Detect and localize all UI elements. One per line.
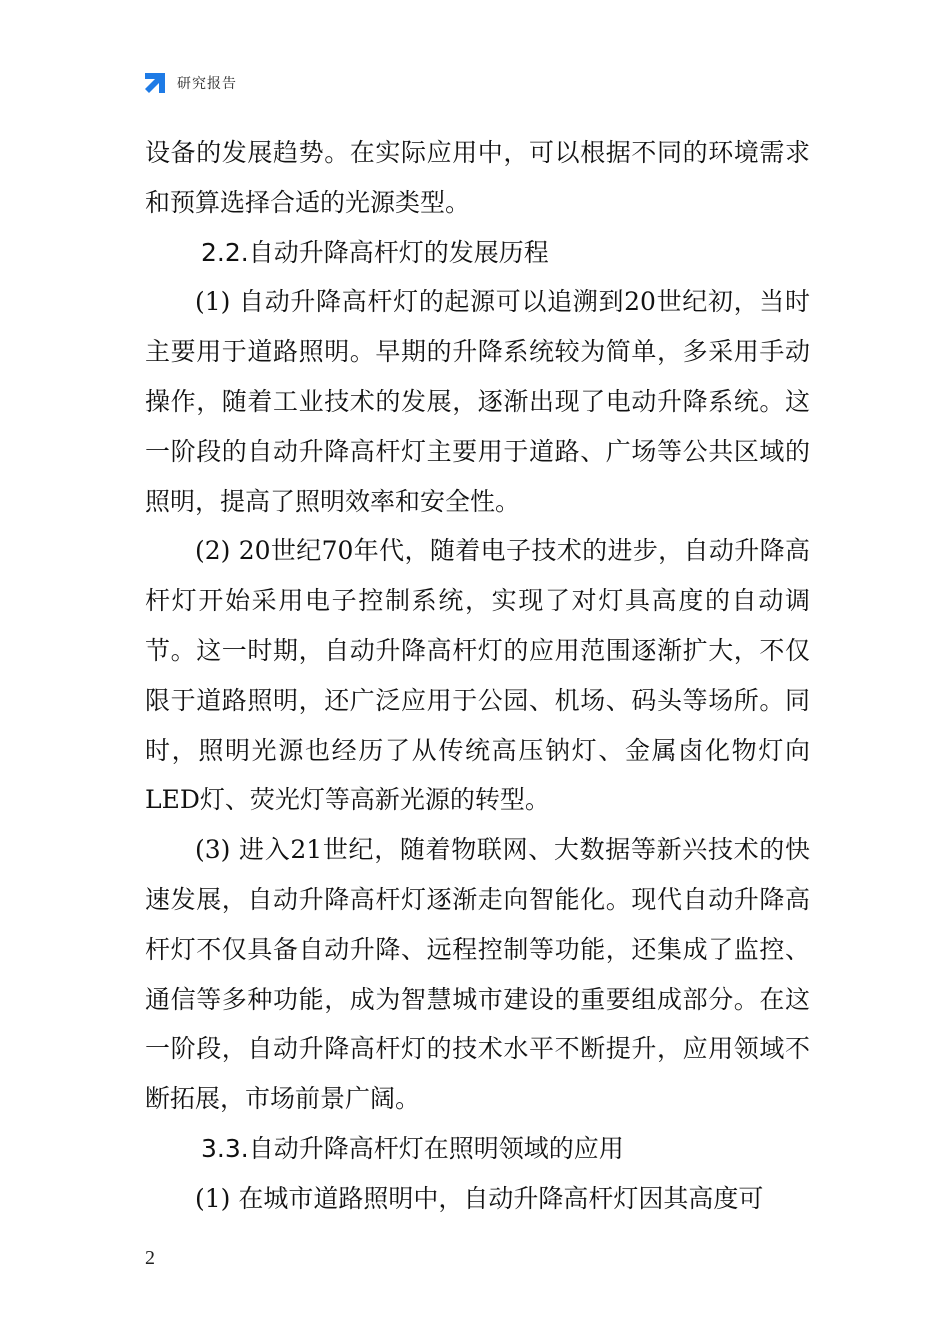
arrow-up-right-logo-icon [143,71,167,95]
section-heading-3-3: 3.3.自动升降高杆灯在照明领域的应用 [201,1133,624,1163]
section-heading-2-2: 2.2.自动升降高杆灯的发展历程 [201,237,549,267]
document-body [145,128,810,1224]
paragraph-item-4: (1) 在城市道路照明中，自动升降高杆灯因其高度可 [195,1183,764,1213]
paragraph-item-2: (2) 20世纪70年代，随着电子技术的进步，自动升降高杆灯开始采用电子控制系统，实现了对灯具高度的自动调节。这一时期，自动升降高杆灯的应用范围逐渐扩大，不仅限于道路照明，还广泛应用于公园、机场、码头等场所。同时，照明光源也经历了从传统高压钠灯、金属卤化物灯向LED灯、荧光灯等高新光源的转型。 [145,536,810,815]
report-header [143,70,237,96]
header-title: 研究报告 [177,76,237,92]
paragraph-continued: 设备的发展趋势。在实际应用中，可以根据不同的环境需求和预算选择合适的光源类型。 [145,138,810,217]
paragraph-item-3: (3) 进入21世纪，随着物联网、大数据等新兴技术的快速发展，自动升降高杆灯逐渐走向智能化。现代自动升降高杆灯不仅具备自动升降、远程控制等功能，还集成了监控、通信等多种功能，成为智慧城市建设的重要组成部分。在这一阶段，自动升降高杆灯的技术水平不断提升，应用领域不断拓展，市场前景广阔。 [145,835,810,1114]
paragraph-item-1: (1) 自动升降高杆灯的起源可以追溯到20世纪初，当时主要用于道路照明。早期的升降系统较为简单，多采用手动操作，随着工业技术的发展，逐渐出现了电动升降系统。这一阶段的自动升降高杆灯主要用于道路、广场等公共区域的照明，提高了照明效率和安全性。 [145,287,810,516]
page-number: 2 [145,1247,155,1269]
